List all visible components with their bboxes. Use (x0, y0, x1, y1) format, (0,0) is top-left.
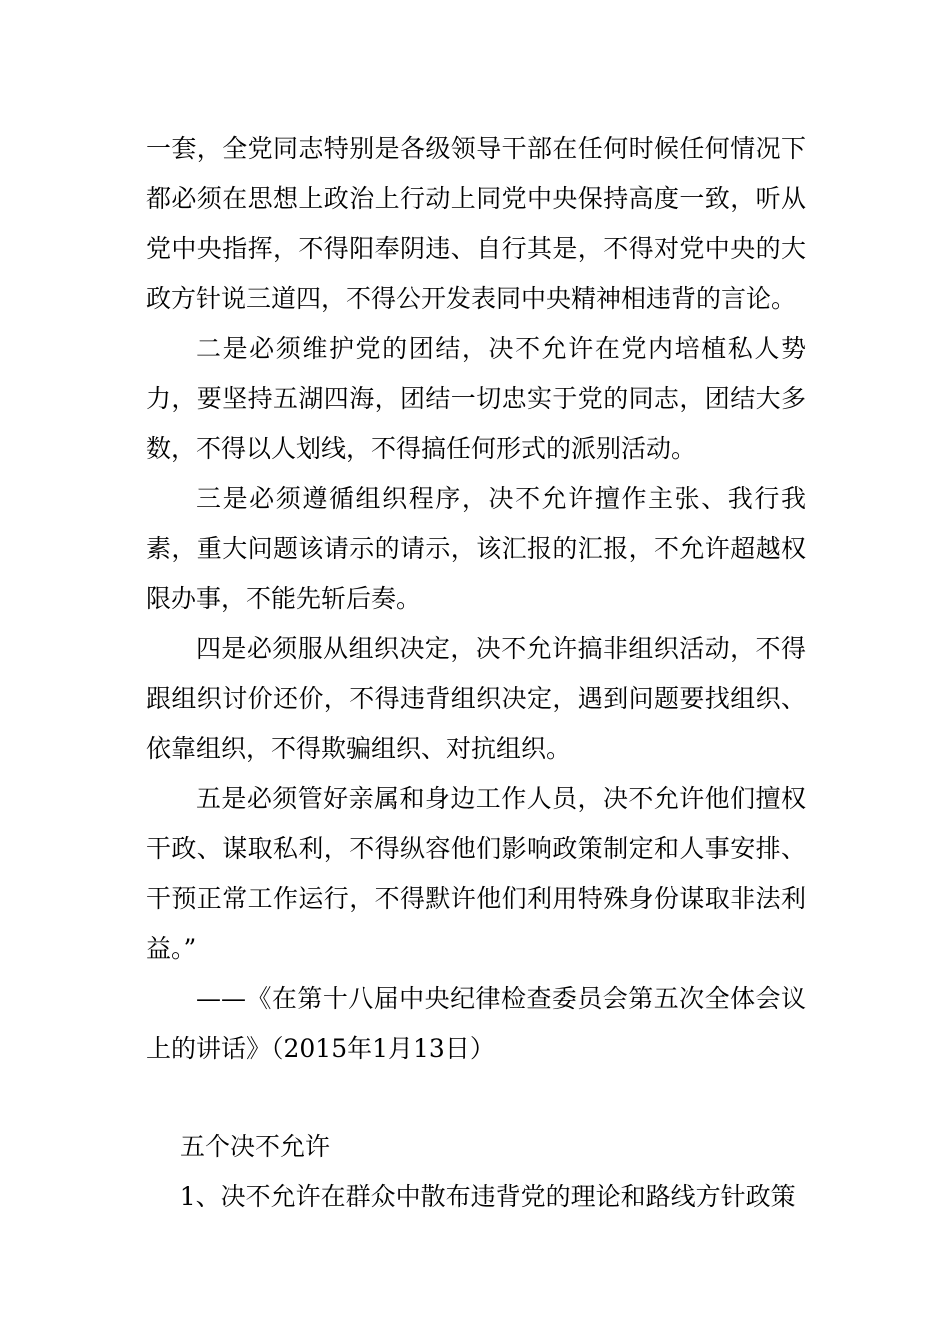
paragraph-continuation: 一套，全党同志特别是各级领导干部在任何时候任何情况下都必须在思想上政治上行动上同党中央保持高度一致，听从党中央指挥，不得阳奉阴违、自行其是，不得对党中央的大政方针说三道四，不得公开发表同中央精神相违背的言论。 (146, 134, 806, 313)
citation-source: ——《在第十八届中央纪律检查委员会第五次全体会议上的讲话》（2015年1月13日） (146, 984, 806, 1063)
paragraph-relatives-staff: 五是必须管好亲属和身边工作人员，决不允许他们擅权干政、谋取私利，不得纵容他们影响政策制定和人事安排、干预正常工作运行，不得默许他们利用特殊身份谋取非法利益。” (146, 784, 806, 963)
section-title: 五个决不允许 (180, 1132, 331, 1161)
paragraph-obey-organization: 四是必须服从组织决定，决不允许搞非组织活动，不得跟组织讨价还价，不得违背组织决定，遇到问题要找组织、依靠组织，不得欺骗组织、对抗组织。 (146, 634, 806, 763)
document-body (146, 124, 806, 1074)
paragraph-unity: 二是必须维护党的团结，决不允许在党内培植私人势力，要坚持五湖四海，团结一切忠实于党的同志，团结大多数，不得以人划线，不得搞任何形式的派别活动。 (146, 334, 806, 463)
numbered-list (146, 1172, 806, 1222)
paragraph-procedure: 三是必须遵循组织程序，决不允许擅作主张、我行我素，重大问题该请示的请示，该汇报的汇报，不允许超越权限办事，不能先斩后奏。 (146, 484, 806, 613)
list-item: 1、决不允许在群众中散布违背党的理论和路线方针政策 (179, 1182, 796, 1211)
